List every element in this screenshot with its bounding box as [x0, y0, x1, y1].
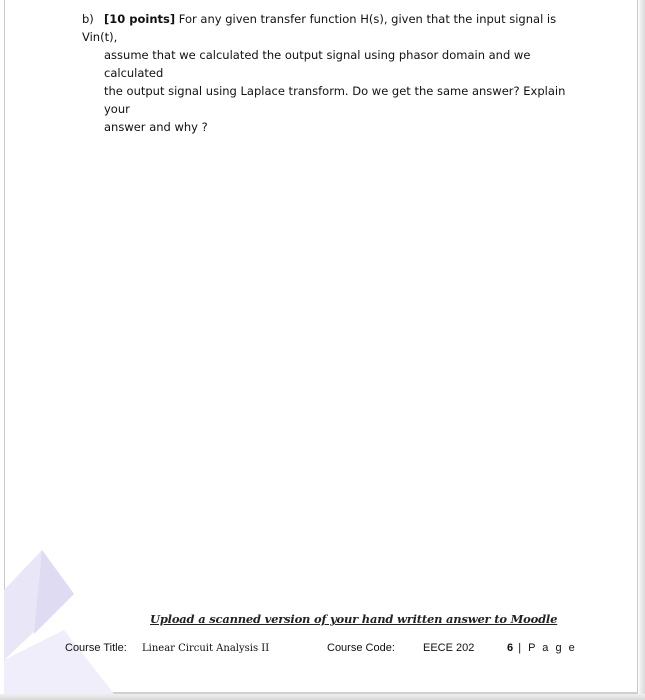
question-points: [10 points] — [104, 12, 176, 26]
course-code-label: Course Code: — [327, 642, 395, 654]
page-shadow-bottom — [0, 694, 645, 700]
decorative-shape — [4, 530, 124, 694]
question-line-1: For any given transfer function H(s), given that the input signal is Vin(t), — [82, 12, 557, 44]
course-code-value: EECE 202 — [423, 642, 475, 654]
question-line-2: assume that we calculated the output signal using phasor domain and we calculated — [104, 48, 531, 80]
page-shadow-right — [639, 0, 645, 700]
page-number — [507, 642, 577, 654]
page-footer — [0, 642, 645, 660]
page-number-suffix: | P a g e — [518, 642, 577, 654]
question-line-4: answer and why ? — [104, 120, 208, 134]
course-title-value: Linear Circuit Analysis II — [142, 643, 270, 654]
question-label: b) — [82, 12, 94, 26]
question-line-3: the output signal using Laplace transform. Do we get the same answer? Explain your — [104, 84, 566, 116]
page-number-value: 6 — [507, 642, 514, 654]
course-title-label: Course Title: — [65, 642, 127, 654]
upload-instruction: Upload a scanned version of your hand written answer to Moodle — [150, 612, 558, 626]
question-b — [82, 10, 582, 136]
